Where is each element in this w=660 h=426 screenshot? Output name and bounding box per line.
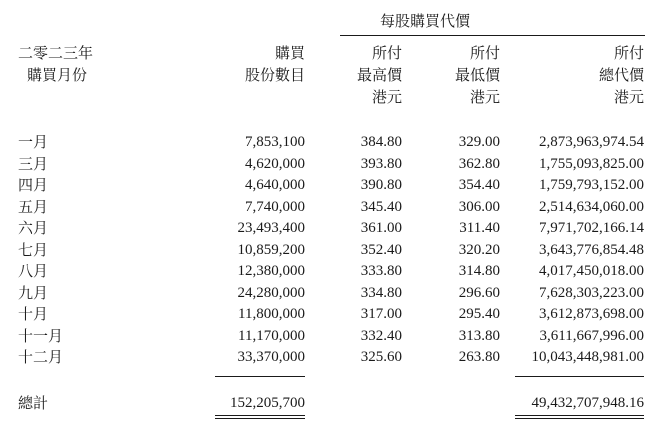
row-low: 263.80 <box>458 349 500 365</box>
col-total-header-line3: 港元 <box>613 88 644 106</box>
row-total: 3,643,776,854.48 <box>539 241 644 258</box>
row-month: 四月 <box>18 176 49 194</box>
row-month: 十一月 <box>18 326 64 345</box>
row-high: 390.80 <box>360 177 402 193</box>
row-high: 352.40 <box>360 241 402 258</box>
row-month: 三月 <box>18 154 49 173</box>
row-shares: 4,640,000 <box>245 177 305 193</box>
row-shares: 7,740,000 <box>245 198 305 215</box>
row-shares: 24,280,000 <box>237 284 305 301</box>
row-total: 10,043,448,981.00 <box>531 349 644 365</box>
row-total: 3,612,873,698.00 <box>539 306 644 322</box>
col-total-header-line1: 所付 <box>613 44 644 62</box>
row-shares: 12,380,000 <box>237 263 305 279</box>
col-low-header-line2: 最低價 <box>454 66 500 84</box>
col-high-header-line3: 港元 <box>371 88 402 106</box>
col-high-header-line2: 最高價 <box>356 66 402 84</box>
row-total: 7,971,702,166.14 <box>539 220 644 236</box>
shares-total-double-rule-1 <box>215 415 305 416</box>
row-shares: 11,170,000 <box>238 327 305 344</box>
shares-total-double-rule-2 <box>215 418 305 419</box>
row-month: 十月 <box>18 305 49 323</box>
col-low-header-line1: 所付 <box>469 44 500 62</box>
total-double-rule-1 <box>515 415 644 416</box>
row-low: 295.40 <box>458 306 500 322</box>
row-month: 十二月 <box>18 348 64 366</box>
row-shares: 4,620,000 <box>245 155 305 172</box>
col-shares-header-line1: 購買 <box>274 44 305 62</box>
col-shares-header-line2: 股份數目 <box>244 66 305 84</box>
col-high-header-line1: 所付 <box>371 44 402 62</box>
row-shares: 33,370,000 <box>237 349 305 365</box>
group-title-underline <box>340 35 645 36</box>
group-title: 每股購買代價 <box>380 12 471 30</box>
row-high: 325.60 <box>360 349 402 365</box>
col-month-header-line1: 二零二三年 <box>18 44 94 62</box>
row-total: 3,611,667,996.00 <box>539 327 644 344</box>
row-low: 311.40 <box>459 220 500 236</box>
row-shares: 7,853,100 <box>245 134 305 150</box>
row-high: 333.80 <box>360 263 402 279</box>
row-low: 320.20 <box>458 241 500 258</box>
row-low: 354.40 <box>458 177 500 193</box>
row-high: 393.80 <box>360 155 402 172</box>
row-low: 329.00 <box>458 134 500 150</box>
col-month-header-line2: 購買月份 <box>27 66 88 84</box>
row-high: 361.00 <box>360 220 402 236</box>
row-total: 2,873,963,974.54 <box>539 134 644 150</box>
row-shares: 11,800,000 <box>238 306 305 322</box>
row-low: 313.80 <box>458 327 500 344</box>
row-total: 1,759,793,152.00 <box>539 177 644 193</box>
row-high: 317.00 <box>360 306 402 322</box>
row-month: 八月 <box>18 262 49 280</box>
row-month: 五月 <box>18 197 49 216</box>
totals-label: 總計 <box>18 394 49 412</box>
row-shares: 10,859,200 <box>237 241 305 258</box>
row-low: 314.80 <box>458 263 500 279</box>
shares-subtotal-rule <box>215 376 305 377</box>
row-total: 7,628,303,223.00 <box>539 284 644 301</box>
row-high: 332.40 <box>360 327 402 344</box>
row-month: 一月 <box>18 133 49 151</box>
row-low: 362.80 <box>458 155 500 172</box>
row-total: 2,514,634,060.00 <box>539 198 644 215</box>
total-double-rule-2 <box>515 418 644 419</box>
total-subtotal-rule <box>515 376 644 377</box>
row-total: 1,755,093,825.00 <box>539 155 644 172</box>
row-month: 九月 <box>18 283 49 302</box>
totals-total: 49,432,707,948.16 <box>531 395 644 411</box>
row-low: 296.60 <box>458 284 500 301</box>
row-total: 4,017,450,018.00 <box>539 263 644 279</box>
col-low-header-line3: 港元 <box>469 88 500 106</box>
row-month: 六月 <box>18 219 49 237</box>
row-low: 306.00 <box>458 198 500 215</box>
row-high: 334.80 <box>360 284 402 301</box>
row-high: 345.40 <box>360 198 402 215</box>
col-total-header-line2: 總代價 <box>598 66 644 84</box>
row-month: 七月 <box>18 240 49 259</box>
row-high: 384.80 <box>360 134 402 150</box>
totals-shares: 152,205,700 <box>230 395 305 411</box>
row-shares: 23,493,400 <box>237 220 305 236</box>
